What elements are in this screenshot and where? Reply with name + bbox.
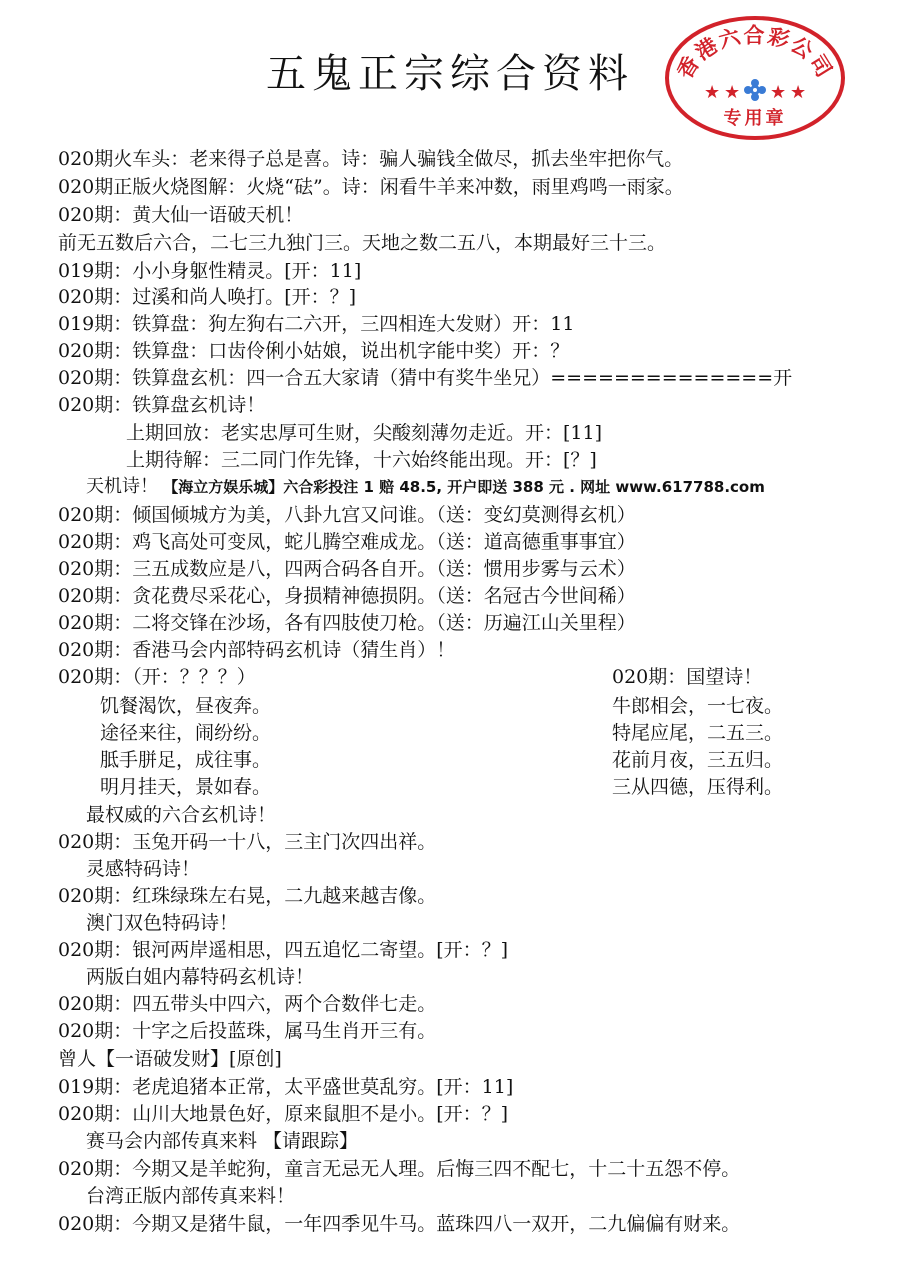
poem-line: 饥餐渴饮，昼夜奔。 xyxy=(100,695,272,717)
text-line: 020期：十字之后投蓝珠，属马生肖开三有。 xyxy=(58,1020,437,1042)
text-line: 020期：山川大地景色好，原来鼠胆不是小。[开：？] xyxy=(58,1103,509,1125)
svg-text:专用章: 专用章 xyxy=(723,108,787,129)
right-poem-line: 特尾应尾，二五三。 xyxy=(612,722,784,744)
ad-banner-line xyxy=(86,474,765,500)
text-line: 020期：今期又是猪牛鼠，一年四季见牛马。蓝珠四八一双开，二九偏偏有财来。 xyxy=(58,1213,741,1235)
svg-text:★: ★ xyxy=(770,82,787,103)
text-line: 020期：银河两岸遥相思，四五追忆二寄望。[开：？] xyxy=(58,939,509,961)
text-line: 020期正版火烧图解：火烧“砝”。诗：闲看牛羊来冲数，雨里鸡鸣一雨家。 xyxy=(58,176,684,198)
right-poem-line: 三从四德，压得利。 xyxy=(612,776,784,798)
text-line: 020期：二将交锋在沙场，各有四肢使刀枪。（送：历遍江山关里程） xyxy=(58,612,636,634)
text-line: 020期：鸡飞高处可变凤，蛇儿腾空难成龙。（送：道高德重事事宜） xyxy=(58,531,636,553)
text-line: 020期：过溪和尚人唤打。[开：？] xyxy=(58,286,357,308)
ad-lead-text: 天机诗！ xyxy=(86,476,158,497)
svg-text:香港六合彩公司: 香港六合彩公司 xyxy=(672,23,838,83)
text-line: 019期：小小身躯性精灵。[开：11] xyxy=(58,260,362,282)
poem-line: 胝手胼足，成往事。 xyxy=(100,749,272,771)
text-line: 上期待解：三二同门作先锋，十六始终能出现。开：[？] xyxy=(126,449,597,471)
svg-text:★: ★ xyxy=(704,82,721,103)
page-title: 五鬼正宗综合资料 xyxy=(266,51,634,97)
text-line: 020期：三五成数应是八，四两合码各自开。（送：惯用步雾与云术） xyxy=(58,558,636,580)
right-poem-line: 花前月夜，三五归。 xyxy=(612,749,784,771)
text-line: 前无五数后六合，二七三九独门三。天地之数二五八，本期最好三十三。 xyxy=(58,232,667,254)
company-seal-stamp xyxy=(662,12,848,142)
section-heading: 台湾正版内部传真来料！ xyxy=(86,1185,296,1207)
text-line: 020期：玉兔开码一十八，三主门次四出祥。 xyxy=(58,831,437,853)
flower-icon xyxy=(744,79,766,101)
text-line: 020期：四五带头中四六，两个合数伴七走。 xyxy=(58,993,437,1015)
ad-text: 【海立方娱乐城】六合彩投注 1 赔 48.5, 开户即送 388 元 . 网址 www.617788.com xyxy=(163,478,765,496)
text-line: 020期：今期又是羊蛇狗，童言无忌无人理。后悔三四不配七，十二十五怨不停。 xyxy=(58,1158,741,1180)
text-line: 上期回放：老实忠厚可生财，尖酸刻薄勿走近。开：[11] xyxy=(126,422,603,444)
text-line: 020期：铁算盘玄机诗！ xyxy=(58,394,266,416)
text-line: 020期：铁算盘：口齿伶俐小姑娘，说出机字能中奖）开：？ xyxy=(58,340,570,362)
text-line: 020期：（开：？？？） xyxy=(58,666,256,688)
text-line: 020期：铁算盘玄机：四一合五大家请（猜中有奖牛坐兄）==============开 xyxy=(58,367,793,389)
svg-text:★: ★ xyxy=(790,82,807,103)
section-heading: 最权威的六合玄机诗！ xyxy=(86,804,277,826)
svg-text:★: ★ xyxy=(724,82,741,103)
text-line: 020期：红珠绿珠左右晃，二九越来越吉像。 xyxy=(58,885,437,907)
text-line: 020期：贪花费尽采花心，身损精神德损阴。（送：名冠古今世间稀） xyxy=(58,585,636,607)
text-line: 020期火车头：老来得子总是喜。诗：骗人骗钱全做尽，抓去坐牢把你气。 xyxy=(58,148,684,170)
seal-graphic xyxy=(662,12,848,142)
section-heading: 曾人【一语破发财】[原创] xyxy=(58,1048,282,1070)
section-heading: 赛马会内部传真来料 【请跟踪】 xyxy=(86,1130,359,1152)
section-heading: 灵感特码诗！ xyxy=(86,858,201,880)
right-column-heading: 020期：国望诗！ xyxy=(612,666,763,688)
text-line: 020期：香港马会内部特码玄机诗（猜生肖）！ xyxy=(58,639,456,661)
text-line: 020期：倾国倾城方为美，八卦九宫又问谁。（送：变幻莫测得玄机） xyxy=(58,504,636,526)
text-line: 020期：黄大仙一语破天机！ xyxy=(58,204,304,226)
right-poem-line: 牛郎相会，一七夜。 xyxy=(612,695,784,717)
poem-line: 途径来往，闹纷纷。 xyxy=(100,722,272,744)
section-heading: 澳门双色特码诗！ xyxy=(86,912,239,934)
text-line: 019期：老虎追猪本正常，太平盛世莫乱穷。[开：11] xyxy=(58,1076,514,1098)
text-line: 019期：铁算盘：狗左狗右二六开，三四相连大发财）开：11 xyxy=(58,313,575,335)
section-heading: 两版白姐内幕特码玄机诗！ xyxy=(86,966,315,988)
poem-line: 明月挂天，景如春。 xyxy=(100,776,272,798)
